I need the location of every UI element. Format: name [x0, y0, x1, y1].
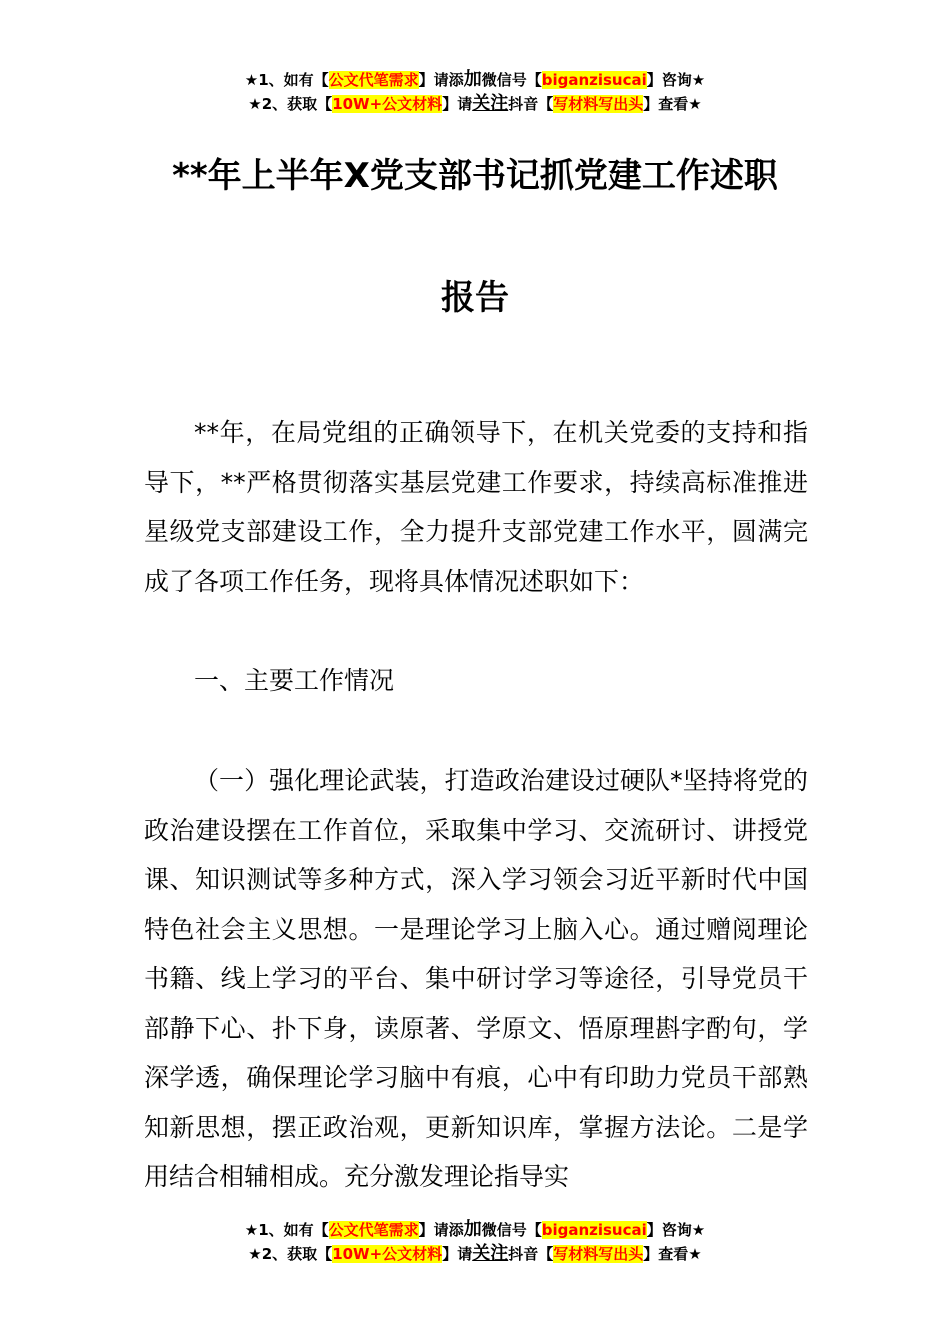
banner-highlight: 写材料写出头 [553, 1245, 644, 1263]
banner-text: 抖音【 [508, 95, 554, 113]
banner-text: 】咨询★ [646, 71, 706, 89]
banner-text: 】咨询★ [646, 1221, 706, 1239]
banner-highlight: 公文代笔需求 [328, 71, 419, 89]
banner-line-1 [0, 1218, 950, 1242]
banner-text: 微信号【 [481, 1221, 542, 1239]
banner-text: 】请添 [418, 1221, 464, 1239]
banner-text: ★1、如有【 [244, 1221, 329, 1239]
banner-line-1 [0, 68, 950, 92]
top-banner [0, 68, 950, 116]
banner-text: 】请 [442, 1245, 473, 1263]
banner-text: 关注 [472, 1243, 509, 1264]
banner-text: 关注 [472, 93, 509, 114]
bottom-banner [0, 1218, 950, 1266]
banner-text: 加 [463, 69, 482, 90]
banner-text: 】查看★ [643, 95, 702, 113]
banner-highlight: biganzisucai [541, 1221, 647, 1239]
banner-highlight: 10W+公文材料 [332, 95, 443, 113]
banner-text: 加 [463, 1219, 482, 1240]
banner-text: ★1、如有【 [244, 71, 329, 89]
intro-paragraph: **年，在局党组的正确领导下，在机关党委的支持和指导下，**严格贯彻落实基层党建工作要求，持续高标准推进星级党支部建设工作，全力提升支部党建工作水平，圆满完成了各项工作任务，现将具体情况述职如下： [144, 418, 808, 596]
banner-text: 】查看★ [643, 1245, 702, 1263]
banner-highlight: 公文代笔需求 [328, 1221, 419, 1239]
section-heading: 一、主要工作情况 [194, 666, 395, 695]
banner-highlight: 10W+公文材料 [332, 1245, 443, 1263]
banner-line-2 [0, 1242, 950, 1266]
banner-text: 抖音【 [508, 1245, 554, 1263]
banner-text: 】请 [442, 95, 473, 113]
document-title: **年上半年X党支部书记抓党建工作述职 [172, 156, 778, 196]
banner-text: 微信号【 [481, 71, 542, 89]
banner-line-2 [0, 92, 950, 116]
body-paragraph: （一）强化理论武装，打造政治建设过硬队*坚持将党的政治建设摆在工作首位，采取集中学习、交流研讨、讲授党课、知识测试等多种方式，深入学习领会习近平新时代中国特色社会主义思想。一是理论学习上脑入心。通过赠阅理论书籍、线上学习的平台、集中研讨学习等途径，引导党员干部静下心、扑下身，读原著、学原文、悟原理斟字酌句，学深学透，确保理论学习脑中有痕，心中有印助力党员干部熟知新思想，摆正政治观，更新知识库，掌握方法论。二是学用结合相辅相成。充分激发理论指导实 [144, 766, 808, 1191]
banner-text: ★2、获取【 [248, 95, 333, 113]
banner-text: 】请添 [418, 71, 464, 89]
banner-highlight: 写材料写出头 [553, 95, 644, 113]
banner-text: ★2、获取【 [248, 1245, 333, 1263]
document-title-continued: 报告 [441, 278, 509, 318]
banner-highlight: biganzisucai [541, 71, 647, 89]
